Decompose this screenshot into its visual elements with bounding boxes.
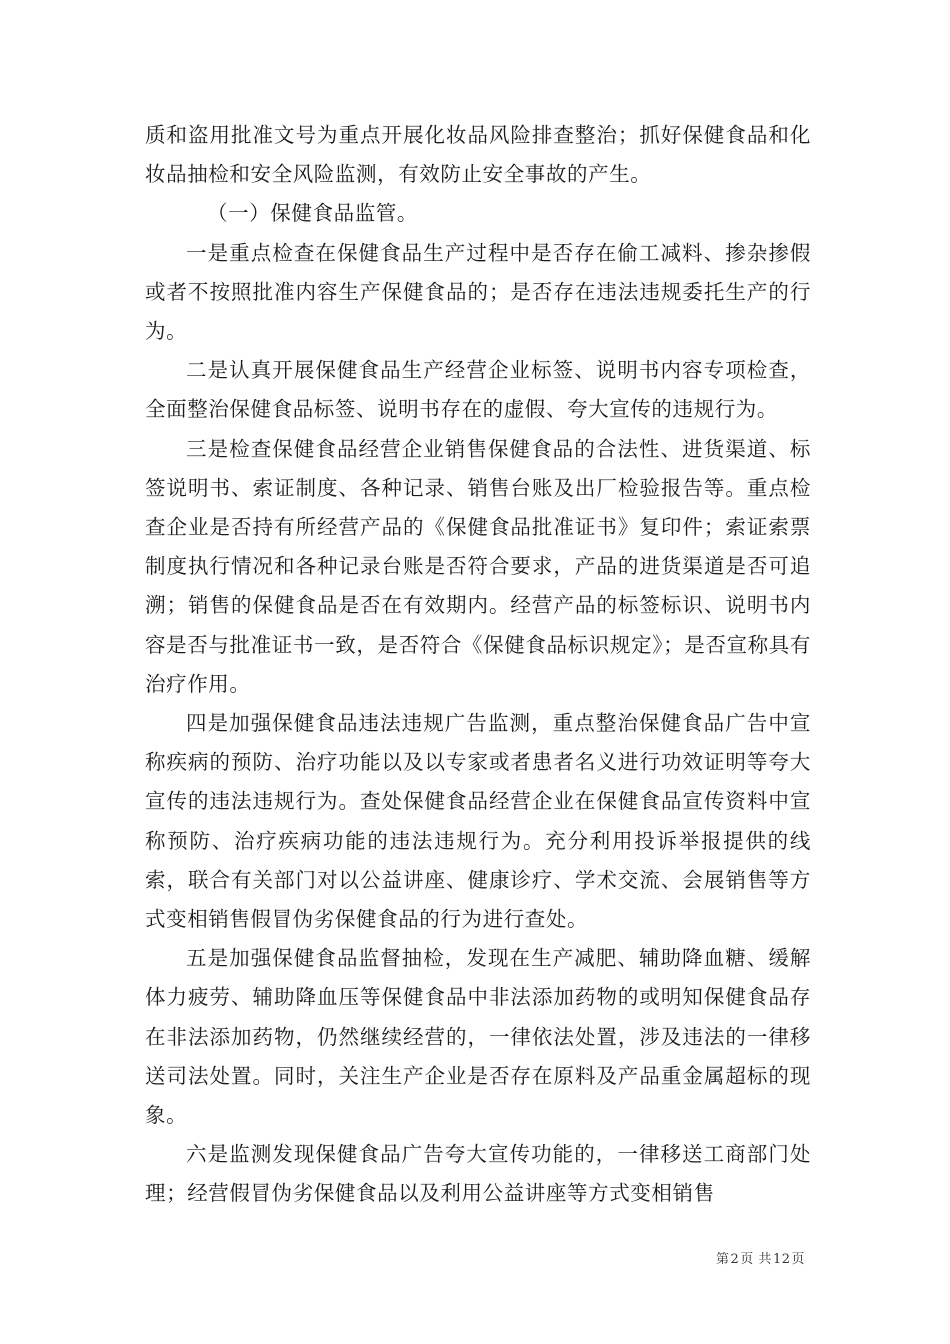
footer-suffix: 页 [791,1252,805,1267]
section-heading: （一）保健食品监管。 [207,201,418,226]
paragraph-item-5: 五是加强保健食品监督抽检，发现在生产减肥、辅助降血糖、缓解体力疲劳、辅助降血压等保健食品中非法添加药物的或明知保健食品存在非法添加药物，仍然继续经营的，一律依法处置，涉及违法的一律移送司法处置。同时，关注生产企业是否存在原料及产品重金属超标的现象。 [145,946,811,1128]
footer-current-page: 2 [730,1252,740,1267]
document-body [145,116,811,1214]
paragraph-continuation: 质和盗用批准文号为重点开展化妆品风险排查整治；抓好保健食品和化妆品抽检和安全风险监测，有效防止安全事故的产生。 [145,123,811,187]
paragraph-item-1: 一是重点检查在保健食品生产过程中是否存在偷工减料、掺杂掺假或者不按照批准内容生产保健食品的；是否存在违法违规委托生产的行为。 [145,240,811,344]
paragraph-item-4: 四是加强保健食品违法违规广告监测，重点整治保健食品广告中宣称疾病的预防、治疗功能以及以专家或者患者名义进行功效证明等夸大宣传的违法违规行为。查处保健食品经营企业在保健食品宣传资料中宣称预防、治疗疾病功能的违法违规行为。充分利用投诉举报提供的线索，联合有关部门对以公益讲座、健康诊疗、学术交流、会展销售等方式变相销售假冒伪劣保健食品的行为进行查处。 [145,711,811,932]
footer-prefix: 第 [716,1252,730,1267]
paragraph-item-3: 三是检查保健食品经营企业销售保健食品的合法性、进货渠道、标签说明书、索证制度、各种记录、销售台账及出厂检验报告等。重点检查企业是否持有所经营产品的《保健食品批准证书》复印件；索证索票制度执行情况和各种记录台账是否符合要求，产品的进货渠道是否可追溯；销售的保健食品是否在有效期内。经营产品的标签标识、说明书内容是否与批准证书一致，是否符合《保健食品标识规定》；是否宣称具有治疗作用。 [145,436,811,696]
paragraph-item-6: 六是监测发现保健食品广告夸大宣传功能的，一律移送工商部门处理；经营假冒伪劣保健食品以及利用公益讲座等方式变相销售 [145,1142,811,1206]
page-footer [716,1248,805,1267]
footer-middle: 页 共 [740,1252,772,1267]
paragraph-item-2: 二是认真开展保健食品生产经营企业标签、说明书内容专项检查，全面整治保健食品标签、说明书存在的虚假、夸大宣传的违规行为。 [145,358,811,422]
footer-total-pages: 12 [772,1252,791,1267]
